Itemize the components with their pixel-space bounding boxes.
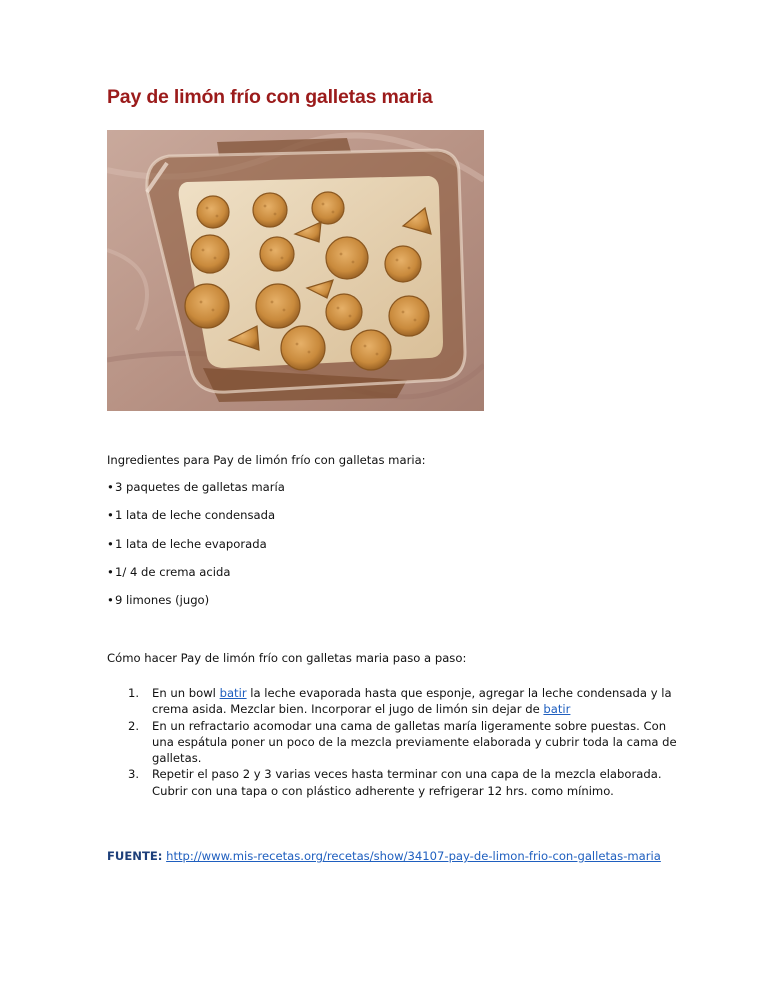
source-link[interactable]: http://www.mis-recetas.org/recetas/show/34107-pay-de-limon-frio-con-galletas-maria (166, 849, 661, 863)
bullet-icon: • (107, 536, 114, 551)
step-number: 1. (128, 686, 140, 700)
list-item: •1/ 4 de crema acida (107, 564, 231, 579)
step-line: crema asida. Mezclar bien. Incorporar el jugo de limón sin dejar de batir (152, 702, 571, 717)
source-line (107, 849, 661, 863)
bullet-icon: • (107, 508, 114, 523)
steps-heading: Cómo hacer Pay de limón frío con galletas maria paso a paso: (107, 651, 467, 665)
list-item (107, 718, 677, 767)
batir-link[interactable]: batir (543, 702, 571, 717)
list-item: •1 lata de leche evaporada (107, 536, 267, 551)
step-line: Cubrir con una tapa o con plástico adherente y refrigerar 12 hrs. como mínimo. (152, 783, 614, 798)
batir-link[interactable]: batir (219, 686, 247, 700)
recipe-title: Pay de limón frío con galletas maria (107, 86, 433, 108)
pie-photo (107, 130, 484, 411)
bullet-icon: • (107, 593, 114, 608)
steps-list (107, 685, 677, 799)
list-item (107, 766, 667, 799)
source-label: FUENTE: (107, 849, 163, 863)
ingredients-heading: Ingredientes para Pay de limón frío con galletas maria: (107, 453, 426, 467)
list-item: •1 lata de leche condensada (107, 508, 276, 523)
bullet-icon: • (107, 480, 114, 494)
step-number: 3. (128, 767, 140, 782)
bullet-icon: • (107, 564, 114, 579)
list-item (107, 685, 672, 718)
step-line: una espátula poner un poco de la mezcla previamente elaborada y cubrir toda la cama de (152, 734, 677, 749)
step-line: Repetir el paso 2 y 3 varias veces hasta terminar con una capa de la mezcla elaborada. (152, 767, 662, 782)
ingredients-list (107, 480, 285, 621)
step-line: galletas. (152, 751, 202, 766)
list-item: •9 limones (jugo) (107, 593, 210, 608)
step-line: En un refractario acomodar una cama de galletas maría ligeramente sobre puestas. Con (152, 718, 667, 733)
step-number: 2. (128, 718, 140, 733)
list-item: •3 paquetes de galletas maría (107, 480, 285, 494)
step-line: En un bowl batir la leche evaporada hasta que esponje, agregar la leche condensada y la (152, 686, 672, 700)
